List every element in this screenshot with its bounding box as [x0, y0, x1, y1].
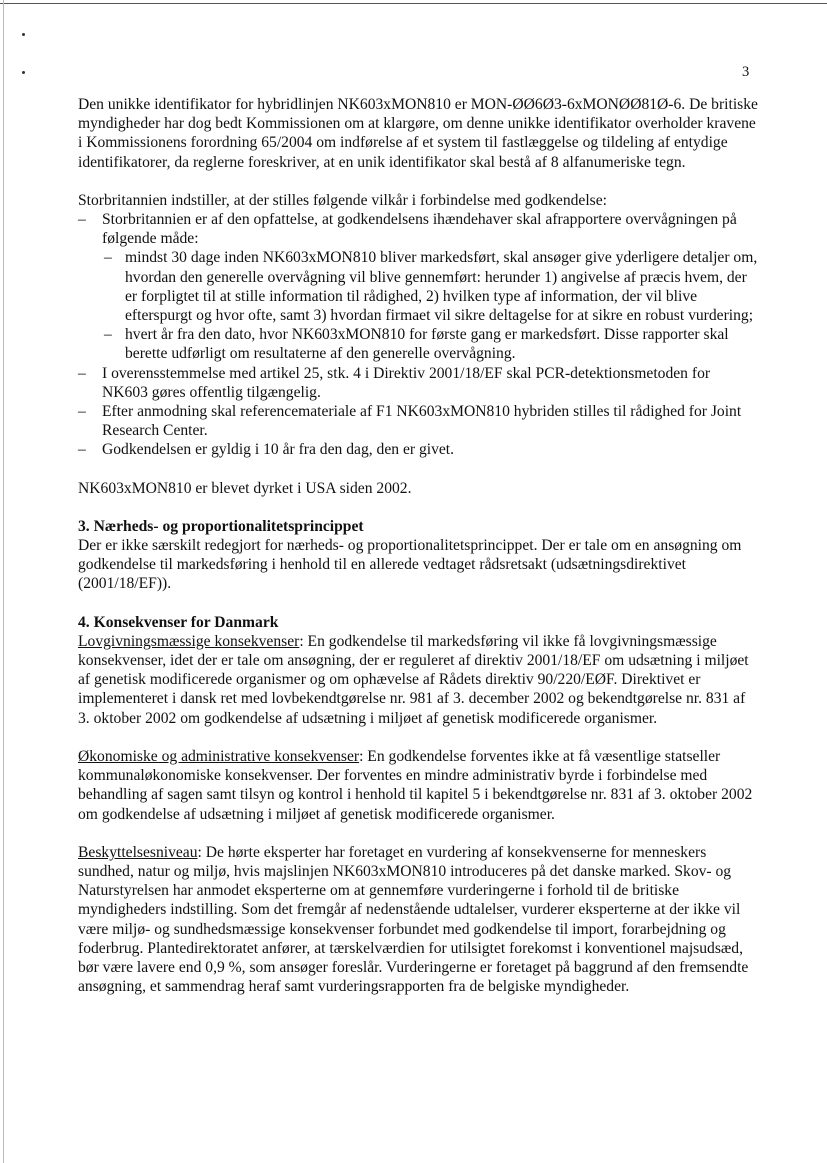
identifier-paragraph: Den unikke identifikator for hybridlinjen NK603xMON810 er MON-ØØ6Ø3-6xMONØØ81Ø-6. De britiske myndigheder har dog bedt Kommissionen om at klargøre, om denne unikke identifikator overholder kravene i Kommissionens forordning 65/2004 om indførelse af et system til fastlæggelse og tildeling af entydige identifikatorer, da reglerne foreskriver, at en unik identifikator skal bestå af 8 alfanumeriske tegn. — [78, 96, 758, 171]
protection-level-paragraph — [78, 843, 758, 997]
legal-consequences-paragraph — [78, 632, 758, 728]
conditions-intro: Storbritannien indstiller, at der stilles følgende vilkår i forbindelse med godkendelse: — [78, 191, 607, 209]
economic-consequences-text: : En godkendelse forventes ikke at få væsentlige statseller kommunaløkonomiske konsekvenser. Der forventes en mindre administrativ byrde i forbindelse med behandling af sagen samt tilsyn og kontrol i henhold til kapitel 5 i bekendtgørelse nr. 831 af 3. oktober 2002 om godkendelse af udsætning i miljøet af genetisk modificerede organismer. — [78, 747, 753, 823]
scan-dot — [22, 71, 25, 74]
condition-item: – I overensstemmelse med artikel 25, stk. 4 i Direktiv 2001/18/EF skal PCR-detektionsmetoden for NK603 gøres offentlig tilgængelig. — [78, 364, 758, 402]
legal-consequences-label: Lovgivningsmæssige konsekvenser — [78, 632, 300, 650]
subcondition-item: – hvert år fra den dato, hvor NK603xMON810 for første gang er markedsført. Disse rapporter skal berette udførligt om resultaterne af den generelle overvågning. — [102, 325, 758, 363]
section-3-text: Der er ikke særskilt redegjort for nærheds- og proportionalitetsprincippet. Der er tale om en ansøgning om godkendelse til markedsføring i henhold til en allerede vedtaget rådsretsakt (udsætningsdirektivet (2001/18/EF)). — [78, 537, 742, 593]
condition-item — [78, 210, 758, 364]
top-edge-line — [0, 3, 827, 4]
condition-item: – Godkendelsen er gyldig i 10 år fra den dag, den er givet. — [78, 440, 758, 459]
left-scan-edge — [3, 0, 4, 1163]
condition-text: Storbritannien er af den opfattelse, at godkendelsens ihændehaver skal afrapportere overvågningen på følgende måde: — [102, 211, 737, 248]
subcondition-item: – mindst 30 dage inden NK603xMON810 bliver markedsført, skal ansøger give yderligere detaljer om, hvordan den generelle overvågning vil blive gennemført: herunder 1) angivelse af præcis hvem, der er forpligtet til at stille information til rådighed, 2) hvilken type af information, der vil blive efterspurgt og hvor ofte, samt 3) hvordan firmaet vil sikre deltagelse for at sikre en robust vurdering; — [102, 248, 758, 325]
section-4-heading: 4. Konsekvenser for Danmark — [78, 613, 279, 631]
economic-consequences-paragraph — [78, 747, 758, 824]
legal-consequences-text: : En godkendelse til markedsføring vil ikke få lovgivningsmæssige konsekvenser, idet der er tale om ansøgning, der er reguleret af direktiv 2001/18/EF om udsætning i miljøet af genetisk modificerede organismer og om ophævelse af Rådets direktiv 90/220/EØF. Direktivet er implementeret i dansk ret med lovbekendtgørelse nr. 981 af 3. december 2002 og bekendtgørelse nr. 831 af 3. oktober 2002 om godkendelse af udsætning i miljøet af genetisk modificerede organismer. — [78, 632, 749, 727]
protection-level-label: Beskyttelsesniveau — [78, 843, 198, 861]
cultivation-paragraph: NK603xMON810 er blevet dyrket i USA siden 2002. — [78, 479, 412, 497]
subconditions-list — [102, 248, 758, 363]
protection-level-text: : De hørte eksperter har foretaget en vurdering af konsekvenserne for menneskers sundhed, natur og miljø, hvis majslinjen NK603xMON810 introduceres på det danske marked. Skov- og Naturstyrelsen har anmodet eksperterne om at gennemføre vurderingerne i forhold til de britiske myndigheders indstilling. Som det fremgår af nedenstående udtalelser, vurderer eksperterne at der ikke vil være miljø- og sundhedsmæssige konsekvenser forbundet med godkendelse til import, forarbejdning og foderbrug. Plantedirektoratet anfører, at tærskelværdien for utilsigtet forekomst i konventionel majsudsæd, bør være lavere end 0,9 %, som ansøger foreslår. Vurderingerne er foretaget på baggrund af den fremsendte ansøgning, et sammendrag heraf samt vurderingsrapporten fra de belgiske myndigheder. — [78, 843, 749, 996]
scan-dot — [22, 33, 25, 36]
economic-consequences-label: Økonomiske og administrative konsekvenser — [78, 747, 360, 765]
document-body — [78, 95, 758, 996]
section-3-heading: 3. Nærheds- og proportionalitetsprincippet — [78, 517, 364, 535]
page-number: 3 — [742, 64, 750, 80]
condition-item: – Efter anmodning skal referencemateriale af F1 NK603xMON810 hybriden stilles til rådighed for Joint Research Center. — [78, 402, 758, 440]
conditions-list — [78, 210, 758, 460]
